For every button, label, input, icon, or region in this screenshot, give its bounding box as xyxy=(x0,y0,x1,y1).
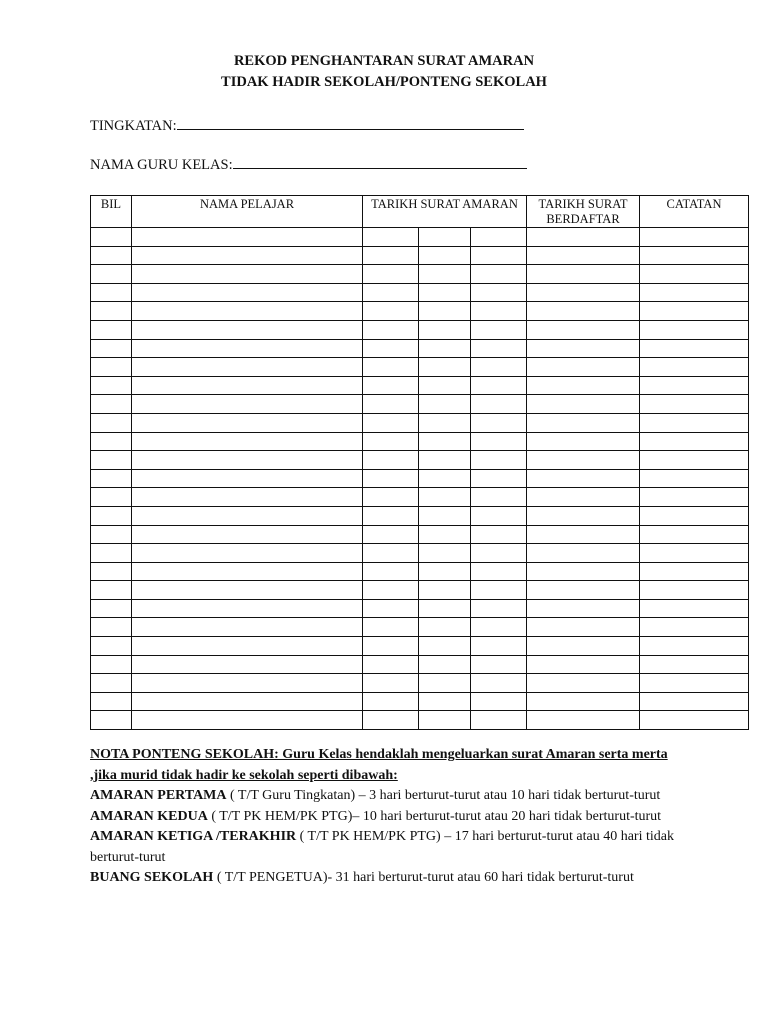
table-cell[interactable] xyxy=(640,265,749,284)
table-cell[interactable] xyxy=(363,320,419,339)
table-cell[interactable] xyxy=(91,358,132,377)
table-cell[interactable] xyxy=(527,469,640,488)
table-cell[interactable] xyxy=(132,581,363,600)
note-item xyxy=(90,868,690,889)
table-cell[interactable] xyxy=(419,413,471,432)
table-cell[interactable] xyxy=(91,376,132,395)
table-cell[interactable] xyxy=(363,692,419,711)
table-cell[interactable] xyxy=(527,246,640,265)
table-cell[interactable] xyxy=(419,451,471,470)
table-cell[interactable] xyxy=(132,562,363,581)
table-cell[interactable] xyxy=(363,283,419,302)
note-text: ( T/T PK HEM/PK PTG)– 10 hari berturut-turut atau 20 hari tidak berturut-turut xyxy=(207,808,662,824)
table-cell[interactable] xyxy=(91,339,132,358)
table-cell[interactable] xyxy=(527,692,640,711)
table-cell[interactable] xyxy=(471,376,527,395)
table-cell[interactable] xyxy=(640,395,749,414)
table-cell[interactable] xyxy=(363,488,419,507)
table-cell[interactable] xyxy=(527,488,640,507)
table-cell[interactable] xyxy=(419,581,471,600)
table-row xyxy=(91,525,749,544)
table-cell[interactable] xyxy=(527,562,640,581)
table-cell[interactable] xyxy=(91,581,132,600)
table-cell[interactable] xyxy=(419,618,471,637)
table-cell[interactable] xyxy=(471,655,527,674)
table-cell[interactable] xyxy=(419,395,471,414)
table-cell[interactable] xyxy=(132,488,363,507)
table-cell[interactable] xyxy=(363,562,419,581)
table-cell[interactable] xyxy=(527,544,640,563)
table-cell[interactable] xyxy=(91,246,132,265)
table-cell[interactable] xyxy=(91,469,132,488)
table-cell[interactable] xyxy=(132,358,363,377)
header-nama-pelajar: NAMA PELAJAR xyxy=(132,196,363,228)
table-row xyxy=(91,432,749,451)
table-cell[interactable] xyxy=(419,488,471,507)
table-cell[interactable] xyxy=(640,339,749,358)
table-cell[interactable] xyxy=(471,506,527,525)
table-cell[interactable] xyxy=(419,674,471,693)
header-bil: BIL xyxy=(91,196,132,228)
table-row xyxy=(91,302,749,321)
note-item xyxy=(90,827,690,868)
table-row xyxy=(91,358,749,377)
table-cell[interactable] xyxy=(527,283,640,302)
header-tarikh-surat-amaran: TARIKH SURAT AMARAN xyxy=(363,196,527,228)
table-cell[interactable] xyxy=(363,469,419,488)
table-cell[interactable] xyxy=(419,246,471,265)
table-cell[interactable] xyxy=(363,599,419,618)
table-cell[interactable] xyxy=(91,674,132,693)
table-cell[interactable] xyxy=(471,339,527,358)
table-cell[interactable] xyxy=(132,246,363,265)
table-row xyxy=(91,599,749,618)
table-cell[interactable] xyxy=(132,544,363,563)
table-cell[interactable] xyxy=(471,674,527,693)
table-cell[interactable] xyxy=(363,637,419,656)
table-cell[interactable] xyxy=(91,525,132,544)
table-cell[interactable] xyxy=(419,544,471,563)
table-cell[interactable] xyxy=(132,692,363,711)
note-item xyxy=(90,786,690,807)
table-row xyxy=(91,283,749,302)
table-header-row xyxy=(91,196,749,228)
document-title-line-2: TIDAK HADIR SEKOLAH/PONTENG SEKOLAH xyxy=(221,74,547,90)
note-label: AMARAN KETIGA /TERAKHIR xyxy=(90,829,297,844)
table-row xyxy=(91,581,749,600)
table-cell[interactable] xyxy=(419,655,471,674)
table-cell[interactable] xyxy=(132,469,363,488)
table-cell[interactable] xyxy=(471,562,527,581)
table-cell[interactable] xyxy=(640,283,749,302)
table-row xyxy=(91,692,749,711)
table-row xyxy=(91,711,749,730)
guru-kelas-field xyxy=(90,153,527,175)
table-cell[interactable] xyxy=(640,358,749,377)
table-cell[interactable] xyxy=(91,413,132,432)
table-cell[interactable] xyxy=(471,302,527,321)
table-cell[interactable] xyxy=(527,525,640,544)
table-row xyxy=(91,506,749,525)
table-cell[interactable] xyxy=(91,488,132,507)
table-cell[interactable] xyxy=(132,265,363,284)
table-cell[interactable] xyxy=(419,711,471,730)
table-cell[interactable] xyxy=(640,228,749,247)
table-cell[interactable] xyxy=(363,395,419,414)
table-cell[interactable] xyxy=(527,228,640,247)
table-cell[interactable] xyxy=(527,451,640,470)
table-cell[interactable] xyxy=(132,283,363,302)
table-cell[interactable] xyxy=(363,451,419,470)
table-row xyxy=(91,637,749,656)
table-cell[interactable] xyxy=(132,506,363,525)
table-cell[interactable] xyxy=(363,581,419,600)
table-cell[interactable] xyxy=(527,599,640,618)
table-cell[interactable] xyxy=(471,246,527,265)
table-cell[interactable] xyxy=(363,432,419,451)
table-cell[interactable] xyxy=(640,413,749,432)
table-cell[interactable] xyxy=(91,637,132,656)
table-cell[interactable] xyxy=(132,395,363,414)
table-cell[interactable] xyxy=(419,506,471,525)
table-cell[interactable] xyxy=(471,544,527,563)
table-row xyxy=(91,562,749,581)
table-cell[interactable] xyxy=(527,376,640,395)
table-cell[interactable] xyxy=(91,655,132,674)
table-cell[interactable] xyxy=(640,506,749,525)
table-cell[interactable] xyxy=(527,506,640,525)
table-cell[interactable] xyxy=(132,302,363,321)
table-cell[interactable] xyxy=(471,395,527,414)
table-cell[interactable] xyxy=(471,469,527,488)
table-row xyxy=(91,655,749,674)
table-cell[interactable] xyxy=(363,265,419,284)
table-cell[interactable] xyxy=(471,413,527,432)
table-cell[interactable] xyxy=(471,358,527,377)
table-cell[interactable] xyxy=(91,544,132,563)
note-text: ( T/T Guru Tingkatan) – 3 hari berturut-turut atau 10 hari tidak berturut-turut xyxy=(226,788,661,803)
table-cell[interactable] xyxy=(640,655,749,674)
table-cell[interactable] xyxy=(471,581,527,600)
table-cell[interactable] xyxy=(132,618,363,637)
header-tarikh-surat-berdaftar: TARIKH SURAT BERDAFTAR xyxy=(527,196,640,228)
table-cell[interactable] xyxy=(419,228,471,247)
table-cell[interactable] xyxy=(91,320,132,339)
table-cell[interactable] xyxy=(640,246,749,265)
table-cell[interactable] xyxy=(132,599,363,618)
table-cell[interactable] xyxy=(91,302,132,321)
note-label: AMARAN PERTAMA xyxy=(90,788,227,803)
table-cell[interactable] xyxy=(419,320,471,339)
note-text: ( T/T PENGETUA)- 31 hari berturut-turut atau 60 hari tidak berturut-turut xyxy=(213,870,634,885)
table-cell[interactable] xyxy=(132,320,363,339)
note-item xyxy=(90,807,690,828)
table-cell[interactable] xyxy=(91,618,132,637)
table-cell[interactable] xyxy=(640,562,749,581)
table-cell[interactable] xyxy=(527,674,640,693)
table-cell[interactable] xyxy=(419,637,471,656)
table-cell[interactable] xyxy=(471,692,527,711)
table-cell[interactable] xyxy=(363,544,419,563)
document-title-line-1: REKOD PENGHANTARAN SURAT AMARAN xyxy=(233,53,535,69)
table-cell[interactable] xyxy=(419,339,471,358)
table-cell[interactable] xyxy=(419,283,471,302)
table-cell[interactable] xyxy=(363,525,419,544)
table-cell[interactable] xyxy=(640,451,749,470)
tingkatan-blank-line[interactable] xyxy=(177,114,524,130)
table-cell[interactable] xyxy=(527,655,640,674)
table-cell[interactable] xyxy=(419,265,471,284)
table-row xyxy=(91,246,749,265)
table-cell[interactable] xyxy=(363,358,419,377)
table-cell[interactable] xyxy=(640,488,749,507)
table-cell[interactable] xyxy=(527,320,640,339)
table-row xyxy=(91,488,749,507)
table-cell[interactable] xyxy=(91,506,132,525)
table-cell[interactable] xyxy=(471,488,527,507)
guru-kelas-label: NAMA GURU KELAS: xyxy=(90,157,233,173)
table-cell[interactable] xyxy=(363,246,419,265)
table-cell[interactable] xyxy=(527,432,640,451)
tingkatan-label: TINGKATAN: xyxy=(90,118,177,134)
table-cell[interactable] xyxy=(132,228,363,247)
table-cell[interactable] xyxy=(640,302,749,321)
table-row xyxy=(91,395,749,414)
table-cell[interactable] xyxy=(640,525,749,544)
table-cell[interactable] xyxy=(640,711,749,730)
table-row xyxy=(91,413,749,432)
table-cell[interactable] xyxy=(132,451,363,470)
table-cell[interactable] xyxy=(91,692,132,711)
table-cell[interactable] xyxy=(640,637,749,656)
note-text: ( T/T PK HEM/PK PTG) – 17 hari berturut-turut atau 40 hari tidak berturut-turut xyxy=(90,829,674,865)
table-cell[interactable] xyxy=(91,451,132,470)
table-body xyxy=(91,228,749,730)
table-row xyxy=(91,320,749,339)
table-row xyxy=(91,376,749,395)
table-cell[interactable] xyxy=(419,469,471,488)
table-row xyxy=(91,469,749,488)
table-cell[interactable] xyxy=(640,692,749,711)
table-cell[interactable] xyxy=(132,339,363,358)
table-cell[interactable] xyxy=(471,320,527,339)
table-cell[interactable] xyxy=(419,692,471,711)
table-cell[interactable] xyxy=(132,432,363,451)
table-cell[interactable] xyxy=(419,599,471,618)
table-cell[interactable] xyxy=(132,637,363,656)
table-cell[interactable] xyxy=(132,711,363,730)
table-cell[interactable] xyxy=(363,302,419,321)
table-cell[interactable] xyxy=(419,562,471,581)
table-cell[interactable] xyxy=(91,283,132,302)
table-cell[interactable] xyxy=(527,395,640,414)
table-cell[interactable] xyxy=(640,599,749,618)
table-cell[interactable] xyxy=(640,618,749,637)
table-row xyxy=(91,544,749,563)
table-row xyxy=(91,451,749,470)
table-cell[interactable] xyxy=(419,432,471,451)
table-cell[interactable] xyxy=(363,506,419,525)
table-row xyxy=(91,265,749,284)
table-cell[interactable] xyxy=(527,302,640,321)
table-cell[interactable] xyxy=(363,618,419,637)
table-cell[interactable] xyxy=(91,711,132,730)
table-cell[interactable] xyxy=(471,283,527,302)
table-cell[interactable] xyxy=(419,302,471,321)
table-row xyxy=(91,339,749,358)
table-cell[interactable] xyxy=(527,358,640,377)
nota-ponteng-sekolah: NOTA PONTENG SEKOLAH: Guru Kelas hendaklah mengeluarkan surat Amaran serta merta ,jika murid tidak hadir ke sekolah seperti dibawah: xyxy=(90,747,668,783)
table-cell[interactable] xyxy=(527,265,640,284)
table-cell[interactable] xyxy=(363,339,419,358)
table-cell[interactable] xyxy=(91,228,132,247)
table-row xyxy=(91,618,749,637)
table-cell[interactable] xyxy=(640,469,749,488)
table-cell[interactable] xyxy=(527,637,640,656)
table-cell[interactable] xyxy=(640,581,749,600)
notes-section xyxy=(90,745,690,889)
table-cell[interactable] xyxy=(640,674,749,693)
table-cell[interactable] xyxy=(132,655,363,674)
table-cell[interactable] xyxy=(132,413,363,432)
table-cell[interactable] xyxy=(640,432,749,451)
header-catatan: CATATAN xyxy=(640,196,749,228)
table-cell[interactable] xyxy=(640,376,749,395)
table-cell[interactable] xyxy=(91,265,132,284)
table-cell[interactable] xyxy=(363,413,419,432)
table-cell[interactable] xyxy=(527,581,640,600)
table-cell[interactable] xyxy=(471,599,527,618)
table-cell[interactable] xyxy=(91,432,132,451)
table-cell[interactable] xyxy=(471,618,527,637)
tingkatan-field xyxy=(90,114,524,136)
table-cell[interactable] xyxy=(527,711,640,730)
table-cell[interactable] xyxy=(419,358,471,377)
table-cell[interactable] xyxy=(419,376,471,395)
note-label: AMARAN KEDUA xyxy=(90,808,208,824)
table-cell[interactable] xyxy=(363,376,419,395)
table-cell[interactable] xyxy=(363,228,419,247)
record-table xyxy=(90,195,749,730)
table-cell[interactable] xyxy=(471,265,527,284)
table-cell[interactable] xyxy=(471,525,527,544)
table-cell[interactable] xyxy=(363,655,419,674)
table-cell[interactable] xyxy=(91,395,132,414)
table-cell[interactable] xyxy=(132,525,363,544)
table-cell[interactable] xyxy=(471,432,527,451)
table-cell[interactable] xyxy=(91,599,132,618)
table-row xyxy=(91,674,749,693)
table-cell[interactable] xyxy=(471,711,527,730)
table-cell[interactable] xyxy=(640,544,749,563)
table-cell[interactable] xyxy=(471,228,527,247)
table-cell[interactable] xyxy=(471,451,527,470)
table-cell[interactable] xyxy=(132,674,363,693)
guru-kelas-blank-line[interactable] xyxy=(233,153,527,169)
table-cell[interactable] xyxy=(640,320,749,339)
table-cell[interactable] xyxy=(419,525,471,544)
table-cell[interactable] xyxy=(527,618,640,637)
table-cell[interactable] xyxy=(363,711,419,730)
table-cell[interactable] xyxy=(363,674,419,693)
note-label: BUANG SEKOLAH xyxy=(90,870,214,885)
table-cell[interactable] xyxy=(91,562,132,581)
table-cell[interactable] xyxy=(132,376,363,395)
table-cell[interactable] xyxy=(527,339,640,358)
table-cell[interactable] xyxy=(471,637,527,656)
table-cell[interactable] xyxy=(527,413,640,432)
table-row xyxy=(91,228,749,247)
